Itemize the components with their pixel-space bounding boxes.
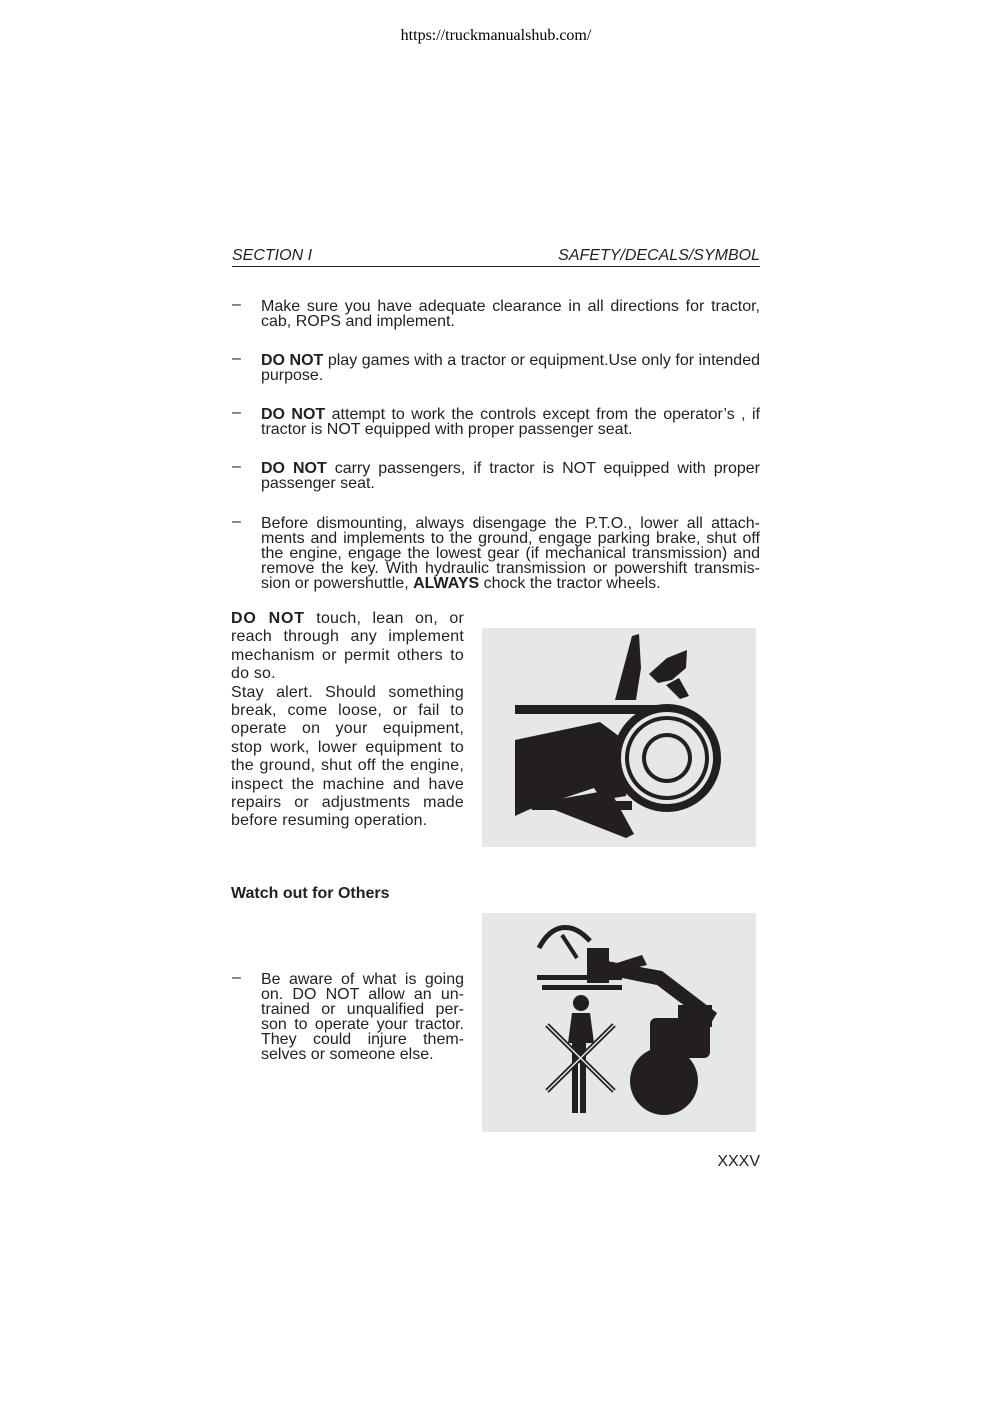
emphasis: DO NOT: [261, 352, 324, 369]
bullet-item: [232, 404, 761, 438]
bullet-text: DO NOT attempt to work the controls except from the operator’s , if tractor is NOT equipped with proper passenger seat.: [261, 406, 761, 438]
others-bullet: [232, 969, 464, 1063]
bullet-dash: –: [232, 404, 241, 421]
emphasis: DO NOT: [261, 406, 326, 423]
bullet-item: [232, 513, 760, 592]
hand-entanglement-illustration: [482, 628, 756, 847]
bullet-text: Be aware of what is going on. DO NOT allow an un-trained or unqualified per-son to operate your tractor. They could injure them-selves or someone else.: [261, 971, 464, 1063]
page-number: XXXV: [717, 1153, 760, 1170]
bullet-dash: –: [232, 296, 241, 313]
bullet-text: DO NOT play games with a tractor or equipment.Use only for intended purpose.: [261, 352, 761, 384]
section-label: SECTION I: [232, 247, 313, 264]
bullet-item: [232, 296, 760, 330]
bullet-item: [232, 458, 761, 492]
emphasis: ALWAYS: [413, 575, 480, 592]
emphasis: DO NOT: [261, 460, 327, 477]
bullet-dash: –: [232, 513, 241, 530]
stay-alert-text: Stay alert. Should something break, come loose, or fail to operate on your equipment, stop work, lower equipment to the ground, shut off the engine, inspect the machine and have repairs or adjustments made before resuming operation.: [231, 683, 464, 830]
bullet-text: Make sure you have adequate clearance in all directions for tractor, cab, ROPS and implement.: [261, 298, 760, 330]
bullet-dash: –: [232, 969, 241, 986]
emphasis: DO NOT: [231, 610, 305, 627]
source-url: https://truckmanualshub.com/: [400, 27, 592, 44]
bullet-text: DO NOT carry passengers, if tractor is NOT equipped with proper passenger seat.: [261, 460, 761, 492]
hand-entanglement-roller-icon: [482, 628, 756, 847]
bullet-item: [232, 350, 761, 384]
bullet-dash: –: [232, 458, 241, 475]
bullet-text: Before dismounting, always disengage the P.T.O., lower all attach-ments and implements to the ground, engage parking brake, shut off the engine, engage the lowest gear (if mechanical transmission) and remove the key. With hydraulic transmission or powershift transmis-sion or powershuttle, ALWAYS chock the tractor wheels.: [261, 515, 760, 592]
warning-paragraph: DO NOT touch, lean on, or reach through any implement mechanism or permit others to do so. Stay alert. Should something break, come loose, or fail to operate on your equipment, stop work, lower equipment to the ground, shut off the engine, inspect the machine and have repairs or adjustments made before resuming operation.: [231, 610, 464, 830]
section-heading: Watch out for Others: [231, 885, 390, 902]
keep-clear-of-loader-icon: [482, 913, 756, 1132]
page-header: [232, 246, 760, 267]
keep-clear-illustration: [482, 913, 756, 1132]
section-title: SAFETY/DECALS/SYMBOL: [558, 247, 760, 264]
bullet-dash: –: [232, 350, 241, 367]
